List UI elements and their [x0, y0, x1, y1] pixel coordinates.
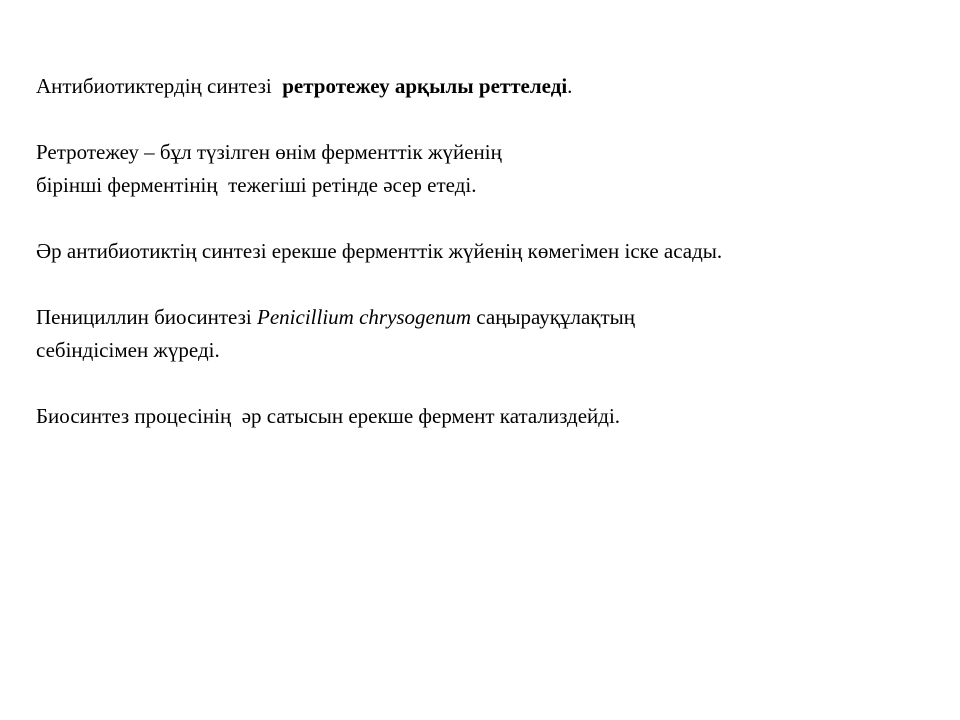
text-line: себіндісімен жүреді. — [36, 338, 220, 362]
text-line: Ретротежеу – бұл түзілген өнім ферменттік жүйенің — [36, 140, 502, 164]
paragraph-retro-regulation — [36, 70, 936, 103]
paragraph-penicillin — [36, 301, 936, 367]
bold-phrase: ретротежеу арқылы реттеледі — [282, 74, 568, 98]
text-line — [36, 70, 936, 103]
text-run: . — [567, 74, 573, 98]
text-line: бірінші ферментінің тежегіші ретінде әсер етеді. — [36, 173, 477, 197]
species-name: Penicillium chrysogenum — [257, 305, 472, 329]
paragraph-retro-definition — [36, 136, 936, 202]
text-run: Пенициллин биосинтезі — [36, 305, 258, 329]
slide-body — [36, 70, 936, 466]
paragraph-enzyme-system — [36, 235, 936, 268]
text-line: Әр антибиотиктің синтезі ерекше ферменттік жүйенің көмегімен іске асады. — [36, 239, 723, 263]
text-run: Антибиотиктердің синтезі — [36, 74, 283, 98]
text-line: Биосинтез процесінің әр сатысын ерекше фермент катализдейді. — [36, 404, 621, 428]
text-line — [36, 301, 936, 334]
text-run: саңырауқұлақтың — [471, 305, 636, 329]
paragraph-biosynthesis-steps — [36, 400, 936, 433]
